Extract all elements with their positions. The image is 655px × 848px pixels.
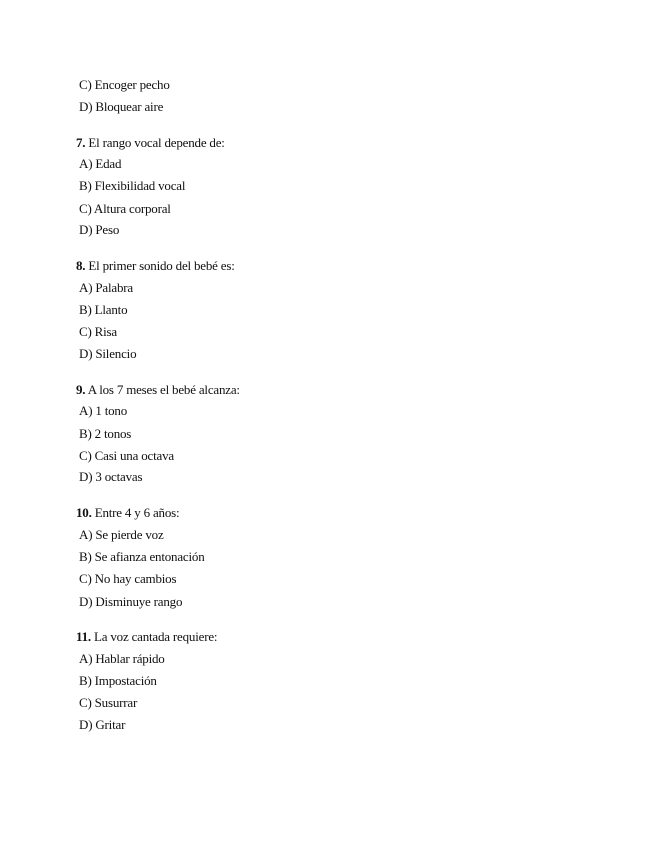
question-text: El primer sonido del bebé es: (88, 258, 235, 273)
option-c-q10: C) No hay cambios (79, 571, 177, 586)
option-b-q7: B) Flexibilidad vocal (79, 178, 186, 193)
option-c-q9: C) Casi una octava (79, 448, 174, 463)
question-11 (76, 629, 217, 645)
option-d-q11: D) Gritar (79, 717, 126, 732)
option-b-q8: B) Llanto (79, 302, 128, 317)
option-d-q7: D) Peso (79, 222, 120, 237)
option-d-q10: D) Disminuye rango (79, 594, 183, 609)
question-number: 11. (76, 629, 91, 644)
option-d-q8: D) Silencio (79, 346, 137, 361)
option-c-q6: C) Encoger pecho (79, 77, 170, 92)
option-b-q10: B) Se afianza entonación (79, 549, 205, 564)
question-text: El rango vocal depende de: (88, 135, 225, 150)
option-c-q11: C) Susurrar (79, 695, 138, 710)
question-number: 10. (76, 505, 92, 520)
question-8 (76, 258, 235, 274)
option-a-q8: A) Palabra (79, 280, 133, 295)
option-a-q10: A) Se pierde voz (79, 527, 164, 542)
option-a-q11: A) Hablar rápido (79, 651, 165, 666)
option-a-q9: A) 1 tono (79, 403, 128, 418)
question-10 (76, 505, 179, 521)
question-number: 7. (76, 135, 86, 150)
question-text: La voz cantada requiere: (94, 629, 218, 644)
question-text: Entre 4 y 6 años: (94, 505, 180, 520)
option-d-q6: D) Bloquear aire (79, 99, 164, 114)
question-number: 9. (76, 382, 86, 397)
question-9 (76, 382, 240, 398)
option-a-q7: A) Edad (79, 156, 122, 171)
question-text: A los 7 meses el bebé alcanza: (87, 382, 240, 397)
option-c-q8: C) Risa (79, 324, 117, 339)
option-d-q9: D) 3 octavas (79, 469, 143, 484)
option-b-q9: B) 2 tonos (79, 426, 132, 441)
question-number: 8. (76, 258, 86, 273)
option-b-q11: B) Impostación (79, 673, 157, 688)
option-c-q7: C) Altura corporal (79, 201, 171, 216)
question-7 (76, 135, 225, 151)
